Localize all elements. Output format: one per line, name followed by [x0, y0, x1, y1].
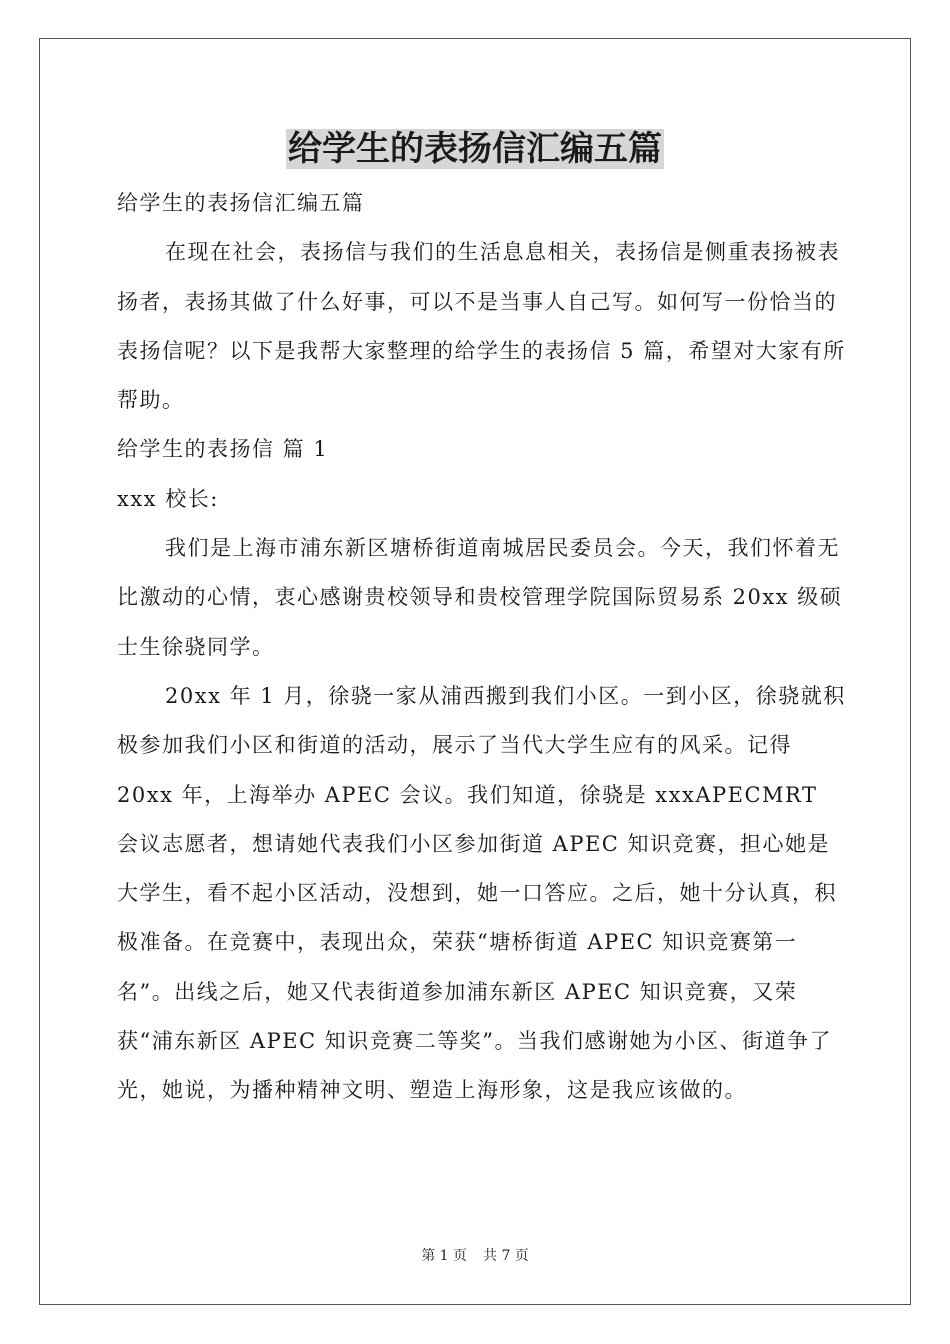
document-title — [0, 124, 950, 174]
document-subtitle: 给学生的表扬信汇编五篇 — [117, 191, 365, 215]
section-heading: 给学生的表扬信 篇 1 — [117, 437, 329, 462]
document-title-text: 给学生的表扬信汇编五篇 — [288, 129, 662, 169]
page-footer — [0, 1246, 950, 1266]
page-number: 第 1 页 — [421, 1248, 467, 1264]
letter-paragraph: 我们是上海市浦东新区塘桥街道南城居民委员会。今天，我们怀着无比激动的心情，衷心感谢贵校领导和贵校管理学院国际贸易系 20xx 级硕士生徐骁同学。 — [117, 536, 843, 659]
intro-paragraph: 在现在社会，表扬信与我们的生活息息相关，表扬信是侧重表扬被表扬者，表扬其做了什么好事，可以不是当事人自己写。如何写一份恰当的表扬信呢？以下是我帮大家整理的给学生的表扬信 5 篇，希望对大家有所帮助。 — [117, 240, 846, 413]
letter-paragraph: 20xx 年 1 月，徐骁一家从浦西搬到我们小区。一到小区，徐骁就积极参加我们小区和街道的活动，展示了当代大学生应有的风采。记得 20xx 年，上海举办 APEC 会议。我们知道，徐骁是 xxxAPECMRT 会议志愿者，想请她代表我们小区参加街道 APEC 知识竞赛，担心她是大学生，看不起小区活动，没想到，她一口答应。之后，她十分认真，积极准备。在竞赛中，表现出众，荣获“塘桥街道 APEC 知识竞赛第一名”。出线之后，她又代表街道参加浦东新区 APEC 知识竞赛，又荣获“浦东新区 APEC 知识竞赛二等奖”。当我们感谢她为小区、街道争了光，她说，为播种精神文明、塑造上海形象，这是我应该做的。 — [117, 683, 846, 1103]
letter-salutation: xxx 校长: — [117, 486, 219, 511]
document-body — [117, 179, 847, 1116]
page-total: 共 7 页 — [483, 1248, 529, 1264]
